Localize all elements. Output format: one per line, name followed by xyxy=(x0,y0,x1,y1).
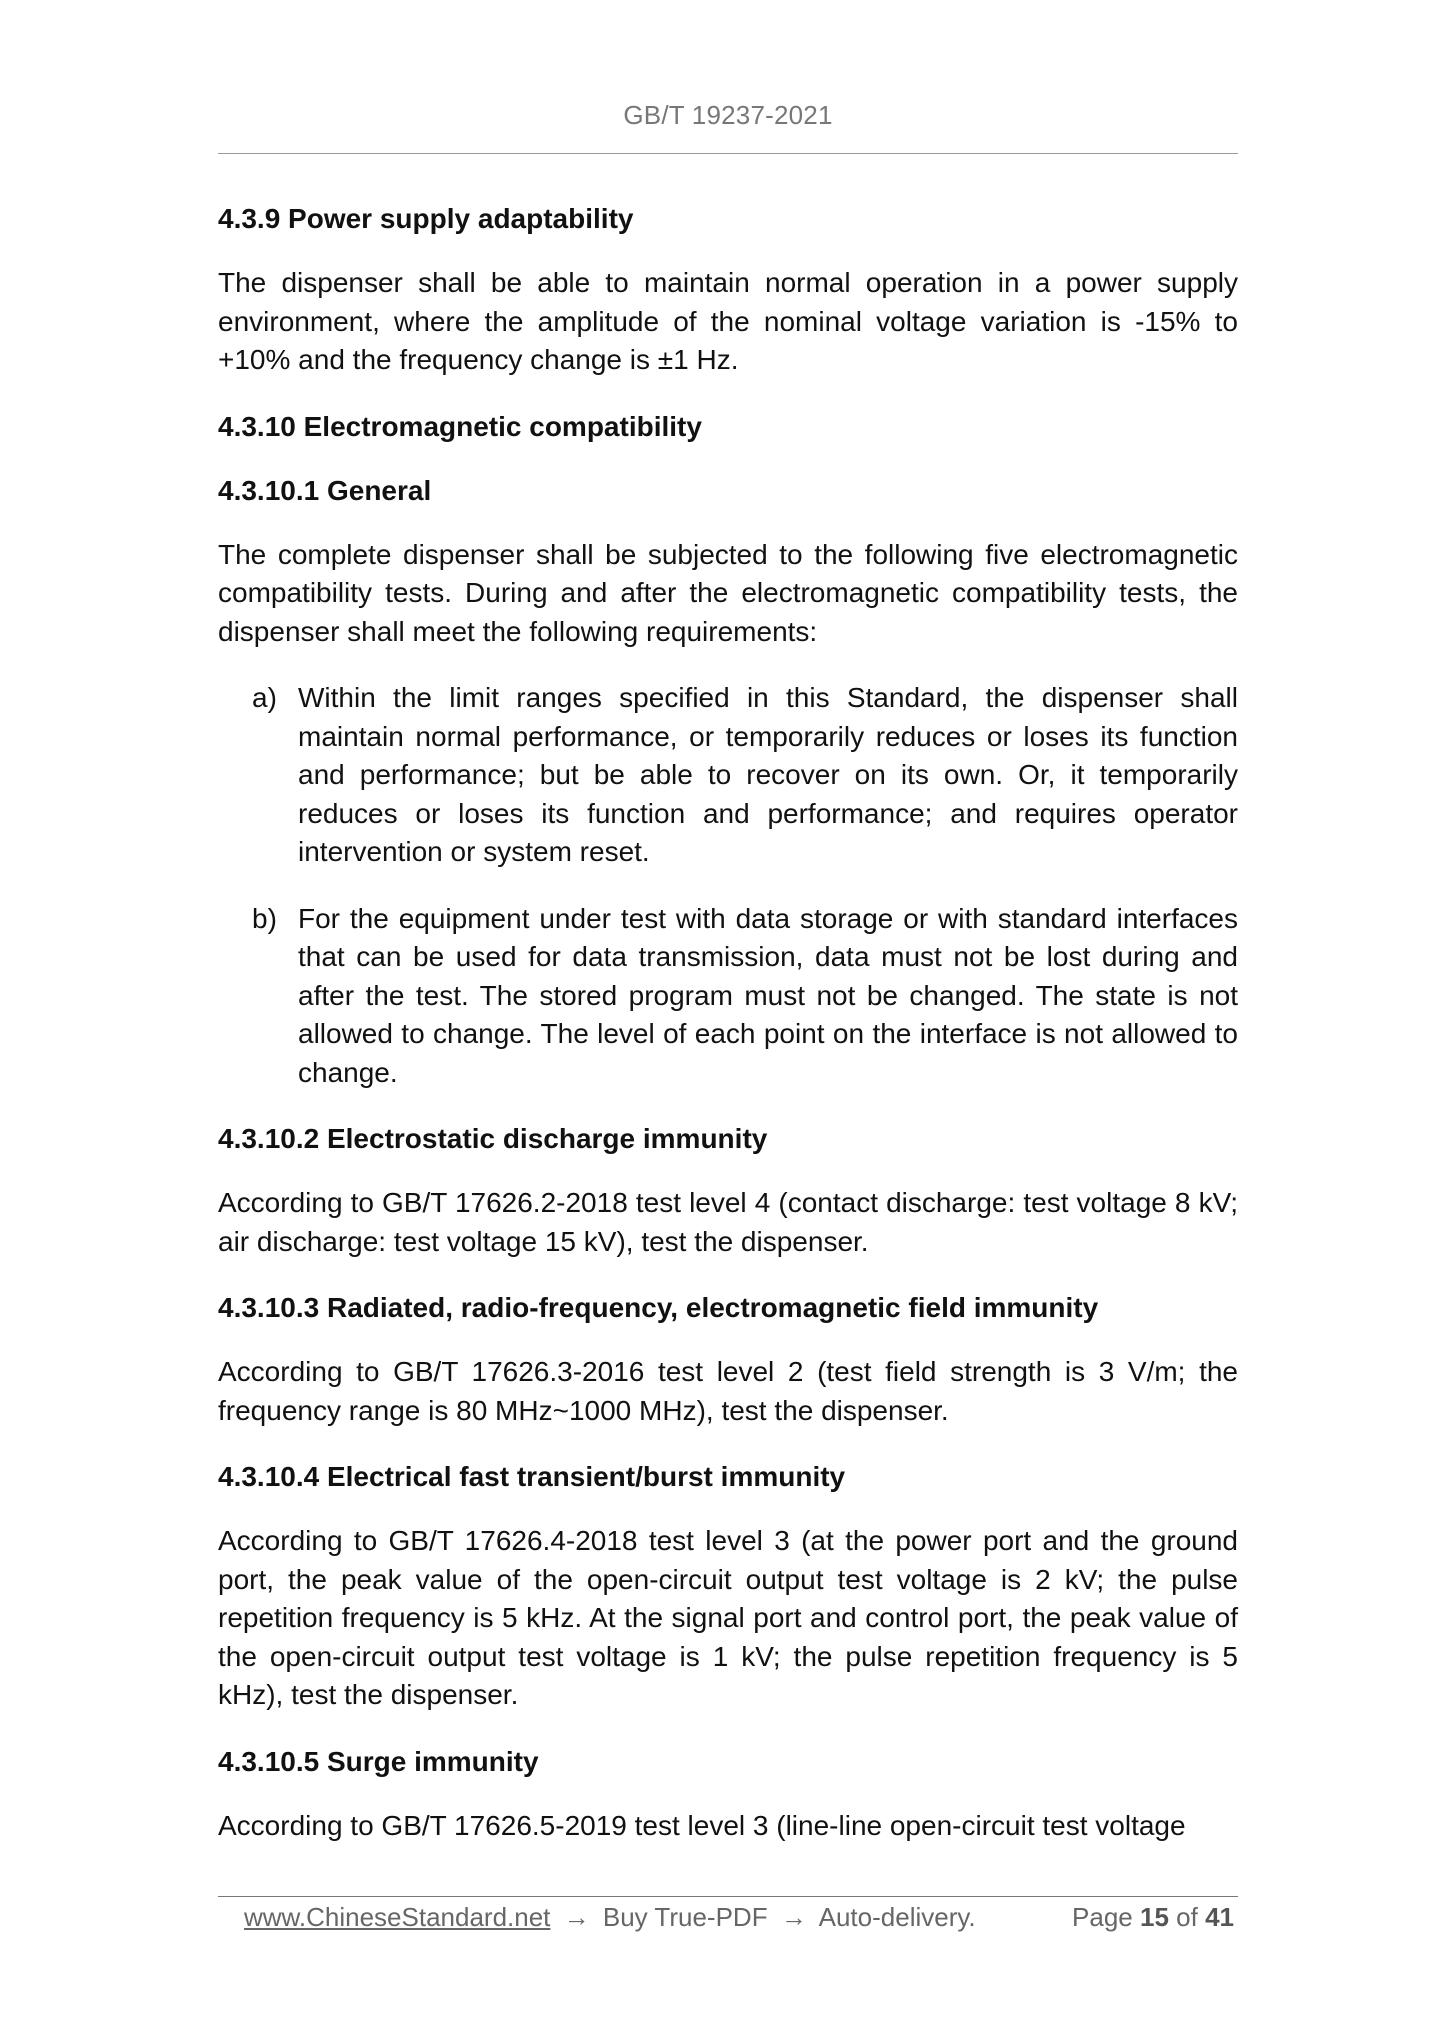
section-heading-4-3-10-2: 4.3.10.2 Electrostatic discharge immunity xyxy=(218,1123,768,1154)
section-heading-4-3-10-3: 4.3.10.3 Radiated, radio-frequency, electromagnetic field immunity xyxy=(218,1292,1099,1323)
page-current: 15 xyxy=(1140,1902,1169,1932)
page-content xyxy=(218,200,1238,1873)
section-heading-4-3-10-1: 4.3.10.1 General xyxy=(218,474,432,506)
footer-promo xyxy=(244,1902,976,1933)
header-rule xyxy=(218,153,1238,154)
page-number xyxy=(1072,1902,1234,1933)
section-body-4-3-10-5: According to GB/T 17626.5-2019 test level 3 (line-line open-circuit test voltage xyxy=(218,1809,1186,1841)
section-body-4-3-10-1: The complete dispenser shall be subjected to the following five electromagnetic compatibility tests. During and after the electromagnetic compatibility tests, the dispenser shall meet the following requirements: xyxy=(218,538,1238,647)
list-text-a: Within the limit ranges specified in this Standard, the dispenser shall maintain normal performance, or temporarily reduces or loses its function and performance; but be able to recover on its own. Or, it temporarily reduces or loses its function and performance; and requires operator intervention or system reset. xyxy=(298,682,1238,867)
delivery-text: Auto-delivery. xyxy=(818,1902,976,1932)
page-footer xyxy=(244,1902,1234,1942)
list-item-b xyxy=(252,900,1238,1093)
section-body-4-3-10-4: According to GB/T 17626.4-2018 test level 3 (at the power port and the ground port, the peak value of the open-circuit output test voltage is 2 kV; the pulse repetition frequency is 5 kHz. At the signal port and control port, the peak value of the open-circuit output test voltage is 1 kV; the pulse repetition frequency is 5 kHz), test the dispenser. xyxy=(218,1525,1238,1710)
section-heading-4-3-10-5: 4.3.10.5 Surge immunity xyxy=(218,1745,539,1777)
section-body-4-3-10-2: According to GB/T 17626.2-2018 test level 4 (contact discharge: test voltage 8 kV; air discharge: test voltage 15 kV), test the dispenser. xyxy=(218,1187,1238,1257)
section-heading-4-3-9: 4.3.9 Power supply adaptability xyxy=(218,203,634,234)
of-label: of xyxy=(1176,1902,1198,1932)
list-marker-b: b) xyxy=(252,902,277,934)
list-text-b: For the equipment under test with data storage or with standard interfaces that can be used for data transmission, data must not be lost during and after the test. The stored program must not be changed. The state is not allowed to change. The level of each point on the interface is not allowed to change. xyxy=(298,902,1238,1088)
site-link[interactable]: www.ChineseStandard.net xyxy=(244,1902,551,1932)
running-header: GB/T 19237-2021 xyxy=(623,100,833,130)
page-label: Page xyxy=(1072,1902,1133,1932)
section-heading-4-3-10: 4.3.10 Electromagnetic compatibility xyxy=(218,410,702,442)
section-body-4-3-9: The dispenser shall be able to maintain normal operation in a power supply environment, where the amplitude of the nominal voltage variation is -15% to +10% and the frequency change is ±1 Hz. xyxy=(218,267,1238,375)
buy-text: Buy True-PDF xyxy=(602,1902,768,1932)
arrow-right-icon: → xyxy=(780,1902,807,1932)
list-marker-a: a) xyxy=(252,682,277,713)
list-item-a xyxy=(252,679,1238,872)
arrow-right-icon: → xyxy=(563,1902,590,1932)
section-body-4-3-10-3: According to GB/T 17626.3-2016 test level 2 (test field strength is 3 V/m; the frequency range is 80 MHz~1000 MHz), test the dispenser. xyxy=(218,1356,1238,1426)
footer-rule xyxy=(218,1896,1238,1897)
page-total: 41 xyxy=(1205,1902,1234,1932)
section-heading-4-3-10-4: 4.3.10.4 Electrical fast transient/burst immunity xyxy=(218,1461,846,1492)
